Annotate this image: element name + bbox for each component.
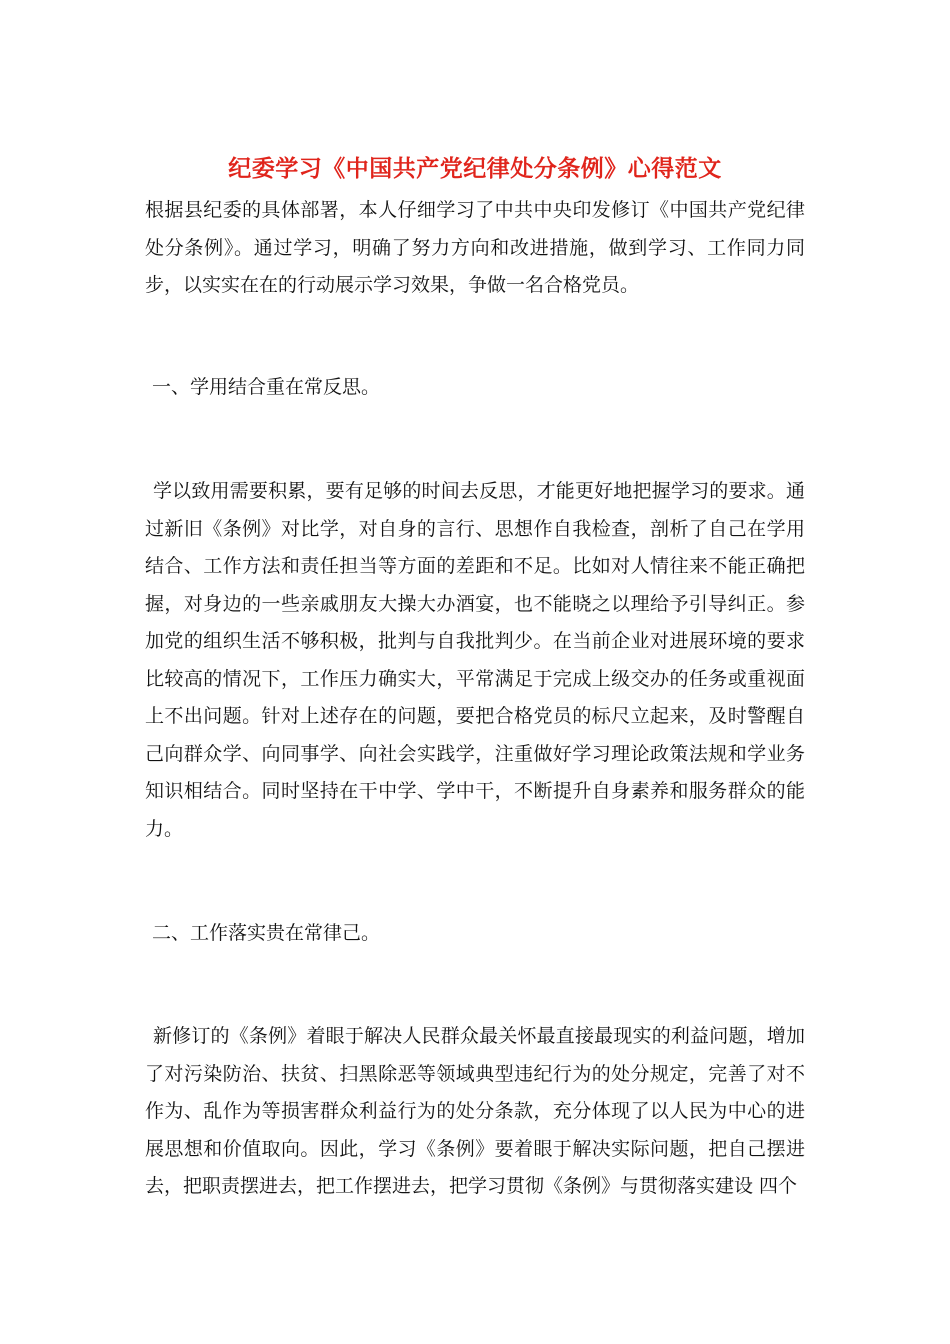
section-2-paragraph: 新修订的《条例》着眼于解决人民群众最关怀最直接最现实的利益问题，增加了对污染防治、扶贫、扫黑除恶等领域典型违纪行为的处分规定，完善了对不作为、乱作为等损害群众利益行为的处分条款，充分体现了以人民为中心的进展思想和价值取向。因此，学习《条例》要着眼于解决实际问题，把自己摆进去，把职责摆进去，把工作摆进去，把学习贯彻《条例》与贯彻落实建设 四个 xyxy=(145,1025,805,1197)
document-title: 纪委学习《中国共产党纪律处分条例》心得范文 xyxy=(228,155,722,182)
section-1-paragraph: 学以致用需要积累，要有足够的时间去反思，才能更好地把握学习的要求。通过新旧《条例》对比学，对自身的言行、思想作自我检查，剖析了自己在学用结合、工作方法和责任担当等方面的差距和不足。比如对人情往来不能正确把握，对身边的一些亲戚朋友大操大办酒宴，也不能晓之以理给予引导纠正。参加党的组织生活不够积极，批判与自我批判少。在当前企业对进展环境的要求比较高的情况下，工作压力确实大，平常满足于完成上级交办的任务或重视面上不出问题。针对上述存在的问题，要把合格党员的标尺立起来，及时警醒自己向群众学、向同事学、向社会实践学，注重做好学习理论政策法规和学业务知识相结合。同时坚持在干中学、学中干，不断提升自身素养和服务群众的能力。 xyxy=(145,480,805,840)
section-1-heading: 一、学用结合重在常反思。 xyxy=(152,376,381,398)
section-2-heading: 二、工作落实贵在常律己。 xyxy=(152,922,381,944)
intro-paragraph: 根据县纪委的具体部署，本人仔细学习了中共中央印发修订《中国共产党纪律处分条例》。通过学习，明确了努力方向和改进措施，做到学习、工作同力同步，以实实在在的行动展示学习效果，争做一名合格党员。 xyxy=(145,199,805,296)
